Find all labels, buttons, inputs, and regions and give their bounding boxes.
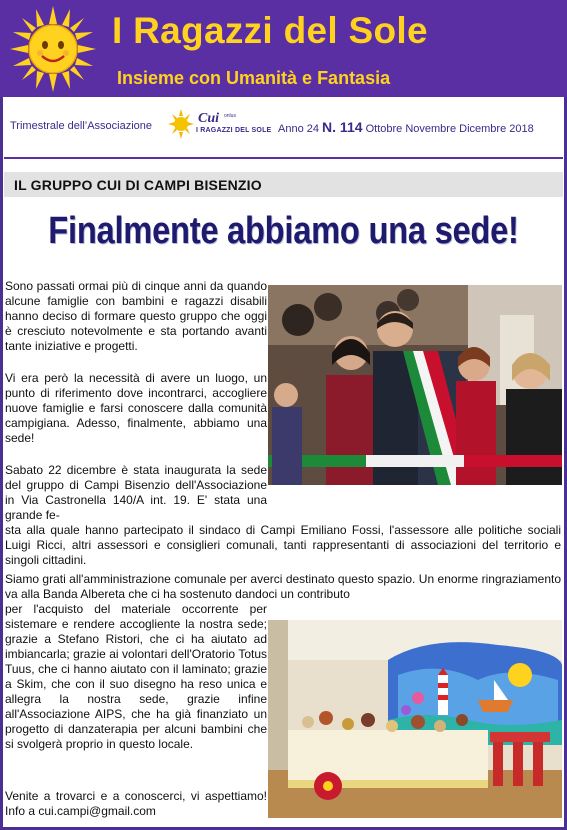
article-paragraph-3b: sta alla quale hanno partecipato il sindaco di Campi Emiliano Fossi, l'assessore alle politiche sociali Luigi Ricci, altri assessori e consiglieri comunali, tanti rappresentanti di associazioni del territorio e singoli cittadini. <box>5 523 561 567</box>
headquarters-room-photo <box>268 620 562 818</box>
article-paragraph-1: Sono passati ormai più di cinque anni da quando alcune famiglie con bambini e ragazzi disabili hanno deciso di formare questo gruppo che oggi è cresciuto notevolmente e sta portando avanti tante iniziative e progetti. <box>5 279 267 353</box>
article-paragraph-5: Venite a trovarci e a conoscerci, vi aspettiamo! Info a cui.campi@gmail.com <box>5 789 267 818</box>
issue-date: Ottobre Novembre Dicembre 2018 <box>365 123 534 135</box>
logo-onlus-text: onlus <box>224 113 236 119</box>
issue-year: Anno 24 <box>278 123 319 135</box>
article-headline: Finalmente abbiamo una sede! <box>48 210 519 252</box>
section-header <box>4 172 563 197</box>
article-paragraph-4b: per l'acquisto del materiale occorrente per sistemare e rendere accogliente la nostra sede; grazie a Stefano Ristori, che ci ha aiutato ad imbiancarla; grazie ai volontari dell'Oratorio Totus Tuus, che ci hanno aiutato con il laminato; grazie a Skim, che con il suo disegno ha reso unica e allegra la nostra sede, grazie infine all'Associazione AIPS, che ha già finanziato un progetto di danzaterapia per alcuni bambini che si svolgerà proprio in questo locale. <box>5 602 267 751</box>
masthead-banner <box>0 0 567 97</box>
logo-name-text: I RAGAZZI DEL SOLE <box>196 127 272 134</box>
newsletter-title: I Ragazzi del Sole <box>112 10 428 51</box>
issue-details <box>278 119 534 135</box>
sun-mark-icon <box>168 109 194 139</box>
sun-logo-icon <box>10 6 96 92</box>
association-logo <box>168 109 271 141</box>
issue-number: N. 114 <box>322 119 363 135</box>
section-title: IL GRUPPO CUI DI CAMPI BISENZIO <box>14 177 262 193</box>
issue-info-bar <box>4 97 563 159</box>
logo-cui-text: Cui <box>198 111 220 126</box>
newsletter-subtitle: Insieme con Umanità e Fantasia <box>117 68 391 88</box>
article-paragraph-3a: Sabato 22 dicembre è stata inaugurata la sede del gruppo di Campi Bisenzio dell'Associazione in Via Castronella 140/A int. 19. E' stata una grande fe- <box>5 463 267 522</box>
article-paragraph-4a: Siamo grati all'amministrazione comunale per averci destinato questo spazio. Un enorme ringraziamento va alla Banda Albereta che ci ha sostenuto dandoci un contributo <box>5 572 561 601</box>
article-paragraph-2: Vi era però la necessità di avere un luogo, un punto di riferimento dove incontrarci, accogliere nuove famiglie e farsi conoscere dalla comunità campigiana. Adesso, finalmente, abbiamo una sede! <box>5 371 267 445</box>
publication-frequency: Trimestrale dell’Associazione <box>10 120 153 132</box>
inauguration-photo <box>268 285 562 485</box>
